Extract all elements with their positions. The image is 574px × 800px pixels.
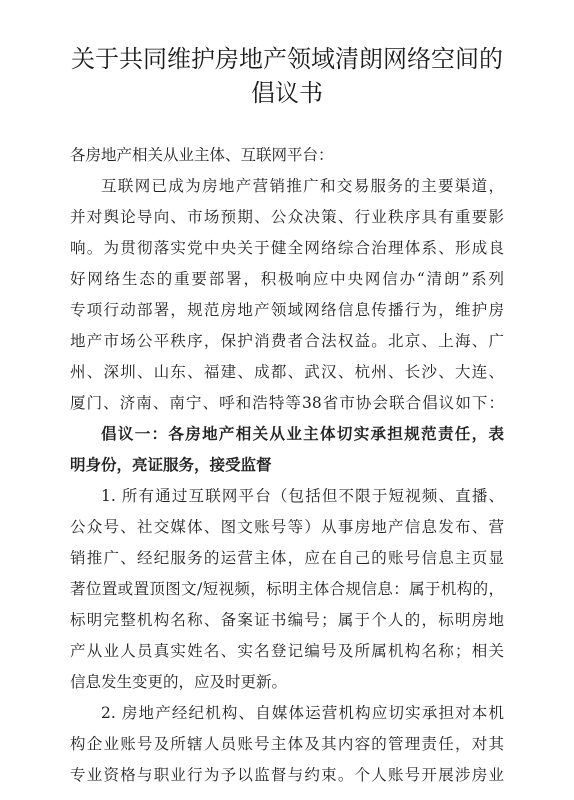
item-line: 信息发生变更的，应及时更新。 <box>70 673 288 691</box>
paragraph-line: 厦门、济南、南宁、呼和浩特等38省市协会联合倡议如下： <box>70 394 504 412</box>
title-line: 倡议书 <box>251 79 323 107</box>
title-line: 关于共同维护房地产领域清朗网络空间的 <box>71 45 503 73</box>
item-line: 专业资格与职业行为予以监督与约束。个人账号开展涉房业 <box>70 766 504 784</box>
salutation: 各房地产相关从业主体、互联网平台： <box>70 146 334 164</box>
document-title <box>40 42 534 110</box>
paragraph-line: 并对舆论导向、市场预期、公众决策、行业秩序具有重要影 <box>70 208 504 226</box>
item-line: 公众号、社交媒体、图文账号等）从事房地产信息发布、营 <box>70 518 504 536</box>
item-line: 著位置或置顶图文/短视频，标明主体合规信息：属于机构的， <box>70 580 504 598</box>
paragraph-line: 好网络生态的重要部署，积极响应中央网信办“清朗”系列 <box>70 270 504 288</box>
item-line: 标明完整机构名称、备案证书编号；属于个人的，标明房地 <box>70 611 504 629</box>
paragraph-line: 地产市场公平秩序，保护消费者合法权益。北京、上海、广 <box>70 332 504 350</box>
proposal-heading-line: 倡议一：各房地产相关从业主体切实承担规范责任，表 <box>101 425 504 443</box>
item-line: 销推广、经纪服务的运营主体，应在自己的账号信息主页显 <box>70 549 504 567</box>
paragraph-line: 响。为贯彻落实党中央关于健全网络综合治理体系、形成良 <box>70 239 504 257</box>
paragraph-line: 互联网已成为房地产营销推广和交易服务的主要渠道， <box>101 177 504 195</box>
paragraph-line: 专项行动部署，规范房地产领域网络信息传播行为，维护房 <box>70 301 504 319</box>
item-line: 1. 所有通过互联网平台（包括但不限于短视频、直播、 <box>101 487 504 505</box>
item-line: 2. 房地产经纪机构、自媒体运营机构应切实承担对本机 <box>101 704 504 722</box>
item-line: 构企业账号及所辖人员账号主体及其内容的管理责任，对其 <box>70 735 504 753</box>
item-line: 产从业人员真实姓名、实名登记编号及所属机构名称；相关 <box>70 642 504 660</box>
paragraph-line: 州、深圳、山东、福建、成都、武汉、杭州、长沙、大连、 <box>70 363 504 381</box>
proposal-heading-line: 明身份，亮证服务，接受监督 <box>70 456 272 474</box>
